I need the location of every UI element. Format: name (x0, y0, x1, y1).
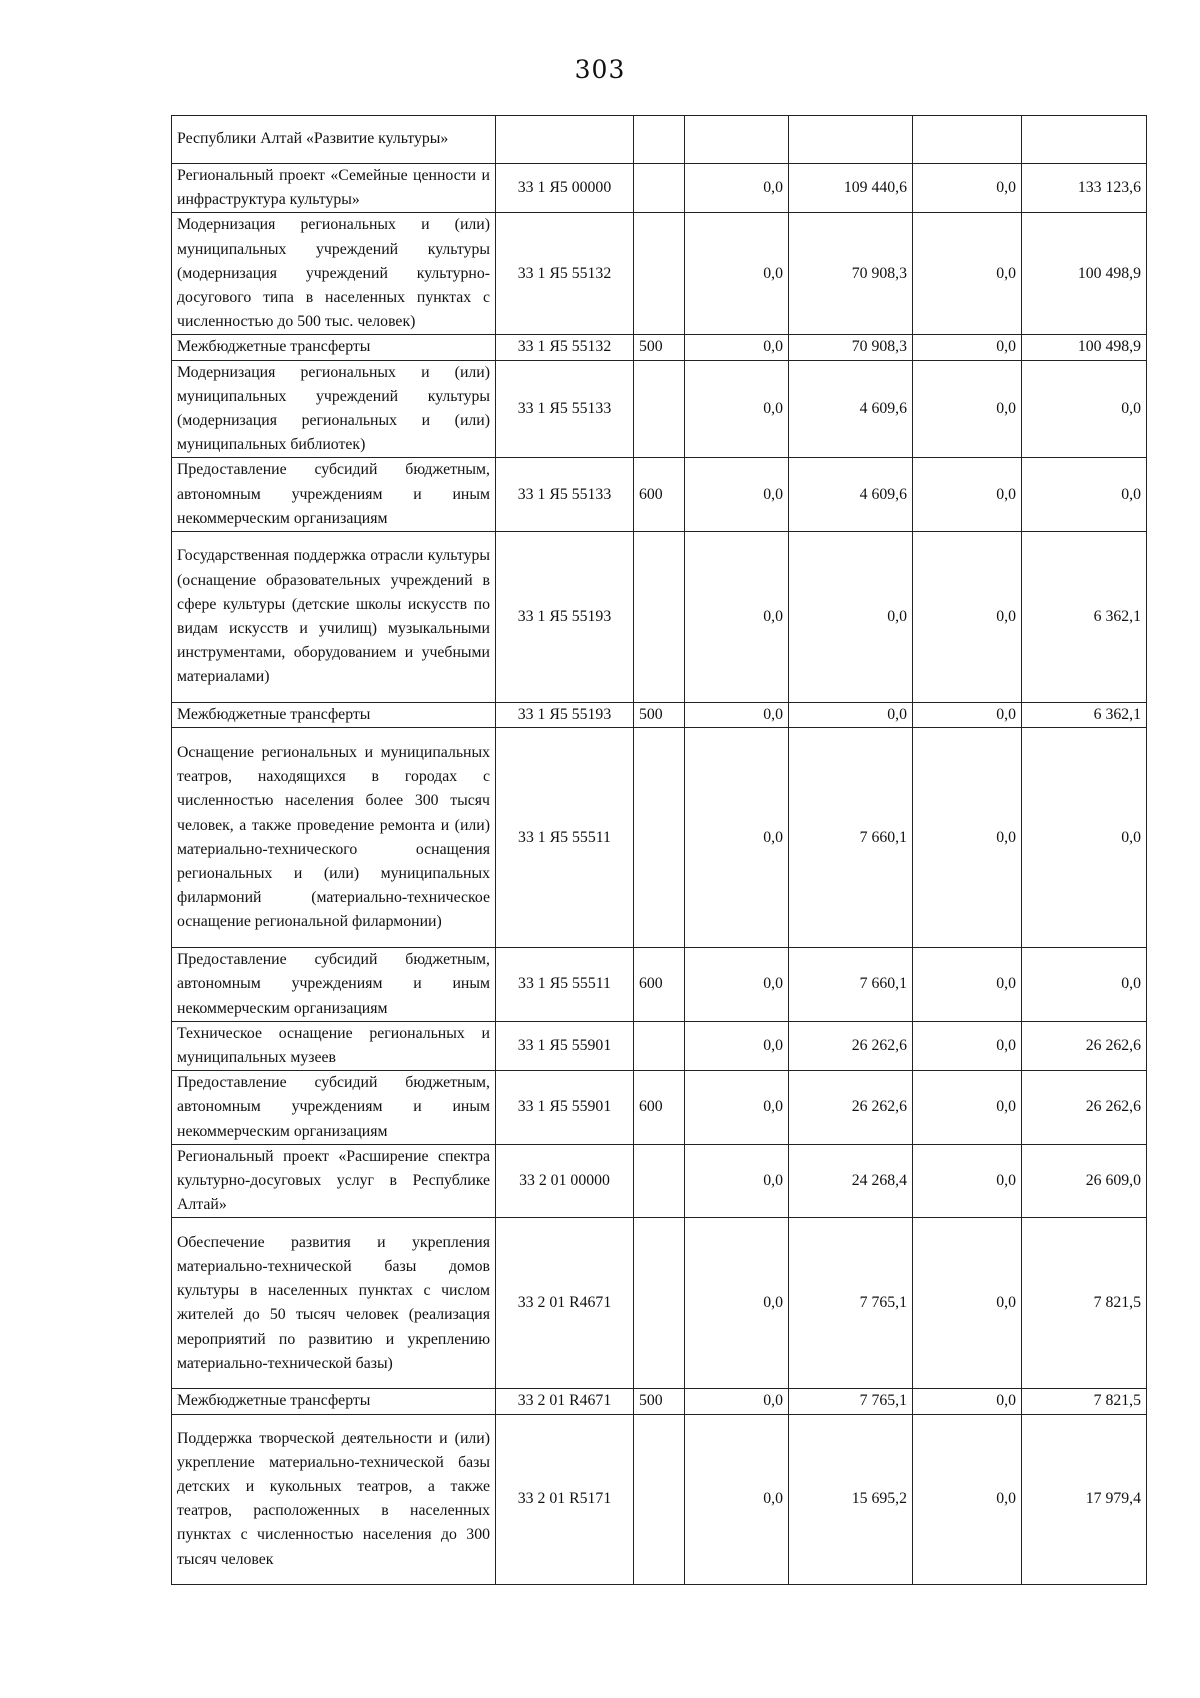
row-name: Модернизация региональных и (или) муниципальных учреждений культуры (модернизация региональных и (или) муниципальных библиотек) (172, 360, 496, 458)
row-value-2: 70 908,3 (789, 213, 913, 335)
row-name: Межбюджетные трансферты (172, 703, 496, 728)
row-value-1: 0,0 (685, 1021, 789, 1070)
row-expense-type: 600 (634, 458, 685, 532)
row-value-3 (913, 116, 1022, 164)
row-code: 33 1 Я5 00000 (496, 164, 634, 213)
row-value-4: 0,0 (1022, 728, 1147, 948)
row-value-4: 7 821,5 (1022, 1218, 1147, 1389)
row-code: 33 1 Я5 55511 (496, 728, 634, 948)
row-code: 33 2 01 R4671 (496, 1389, 634, 1414)
row-value-3: 0,0 (913, 703, 1022, 728)
row-value-3: 0,0 (913, 458, 1022, 532)
row-value-1: 0,0 (685, 1144, 789, 1218)
row-value-3: 0,0 (913, 1414, 1022, 1584)
row-name: Техническое оснащение региональных и муниципальных музеев (172, 1021, 496, 1070)
table-row (172, 360, 1147, 458)
row-value-4: 26 609,0 (1022, 1144, 1147, 1218)
row-code: 33 2 01 R4671 (496, 1218, 634, 1389)
table-row (172, 116, 1147, 164)
table-row (172, 1389, 1147, 1414)
row-name: Модернизация региональных и (или) муниципальных учреждений культуры (модернизация учреждений культурно-досугового типа в населенных пунктах с численностью до 500 тыс. человек) (172, 213, 496, 335)
table-row (172, 948, 1147, 1022)
row-value-1: 0,0 (685, 532, 789, 703)
row-value-1: 0,0 (685, 948, 789, 1022)
row-value-2: 7 660,1 (789, 948, 913, 1022)
table-body (172, 116, 1147, 1585)
row-expense-type (634, 213, 685, 335)
row-value-4: 0,0 (1022, 948, 1147, 1022)
row-value-1: 0,0 (685, 1071, 789, 1145)
row-value-2: 109 440,6 (789, 164, 913, 213)
row-value-4: 26 262,6 (1022, 1071, 1147, 1145)
row-name: Предоставление субсидий бюджетным, автономным учреждениям и иным некоммерческим организациям (172, 458, 496, 532)
row-value-3: 0,0 (913, 1071, 1022, 1145)
row-value-1: 0,0 (685, 360, 789, 458)
row-name: Региональный проект «Расширение спектра культурно-досуговых услуг в Республике Алтай» (172, 1144, 496, 1218)
row-value-2: 26 262,6 (789, 1021, 913, 1070)
row-name: Региональный проект «Семейные ценности и инфраструктура культуры» (172, 164, 496, 213)
row-code: 33 1 Я5 55133 (496, 360, 634, 458)
table-row (172, 213, 1147, 335)
row-code (496, 116, 634, 164)
page-number: 303 (574, 55, 626, 84)
row-code: 33 2 01 00000 (496, 1144, 634, 1218)
table-row (172, 703, 1147, 728)
row-code: 33 1 Я5 55193 (496, 703, 634, 728)
row-name: Межбюджетные трансферты (172, 1389, 496, 1414)
row-value-1: 0,0 (685, 458, 789, 532)
table-row (172, 728, 1147, 948)
table-row (172, 1071, 1147, 1145)
row-value-1: 0,0 (685, 1389, 789, 1414)
row-expense-type: 500 (634, 1389, 685, 1414)
row-name: Республики Алтай «Развитие культуры» (172, 116, 496, 164)
row-value-2: 7 660,1 (789, 728, 913, 948)
row-value-3: 0,0 (913, 360, 1022, 458)
row-expense-type (634, 164, 685, 213)
table-row (172, 1144, 1147, 1218)
table-row (172, 1021, 1147, 1070)
row-value-1 (685, 116, 789, 164)
row-value-3: 0,0 (913, 948, 1022, 1022)
row-value-2: 0,0 (789, 703, 913, 728)
row-expense-type (634, 1218, 685, 1389)
row-value-3: 0,0 (913, 728, 1022, 948)
row-expense-type: 600 (634, 948, 685, 1022)
row-name: Государственная поддержка отрасли культуры (оснащение образовательных учреждений в сфере культуры (детские школы искусств по видам искусств и училищ) музыкальными инструментами, оборудованием и учебными материалами) (172, 532, 496, 703)
row-name: Поддержка творческой деятельности и (или) укрепление материально-технической базы детских и кукольных театров, а также театров, расположенных в населенных пунктах с численностью населения до 300 тысяч человек (172, 1414, 496, 1584)
row-value-3: 0,0 (913, 1389, 1022, 1414)
row-value-4: 100 498,9 (1022, 335, 1147, 360)
row-code: 33 1 Я5 55132 (496, 335, 634, 360)
row-name: Межбюджетные трансферты (172, 335, 496, 360)
row-expense-type (634, 532, 685, 703)
table-row (172, 532, 1147, 703)
table-row (172, 1414, 1147, 1584)
row-expense-type (634, 1021, 685, 1070)
table-row (172, 335, 1147, 360)
row-expense-type: 500 (634, 335, 685, 360)
row-value-3: 0,0 (913, 1021, 1022, 1070)
row-value-4: 133 123,6 (1022, 164, 1147, 213)
row-code: 33 1 Я5 55901 (496, 1021, 634, 1070)
table-row (172, 1218, 1147, 1389)
row-value-1: 0,0 (685, 728, 789, 948)
row-code: 33 1 Я5 55132 (496, 213, 634, 335)
row-value-2: 4 609,6 (789, 360, 913, 458)
row-value-2: 26 262,6 (789, 1071, 913, 1145)
row-value-3: 0,0 (913, 1218, 1022, 1389)
row-name: Оснащение региональных и муниципальных театров, находящихся в городах с численностью населения более 300 тысяч человек, а также проведение ремонта и (или) материально-технического оснащения региональных и (или) муниципальных филармоний (материально-техническое оснащение региональной филармонии) (172, 728, 496, 948)
row-code: 33 1 Я5 55511 (496, 948, 634, 1022)
row-value-4: 7 821,5 (1022, 1389, 1147, 1414)
row-value-4: 0,0 (1022, 360, 1147, 458)
row-expense-type (634, 728, 685, 948)
row-value-2: 0,0 (789, 532, 913, 703)
row-value-2: 24 268,4 (789, 1144, 913, 1218)
row-value-2: 70 908,3 (789, 335, 913, 360)
row-value-3: 0,0 (913, 335, 1022, 360)
table-row (172, 458, 1147, 532)
row-expense-type (634, 360, 685, 458)
row-name: Обеспечение развития и укрепления материально-технической базы домов культуры в населенных пунктах с числом жителей до 50 тысяч человек (реализация мероприятий по развитию и укреплению материально-технической базы) (172, 1218, 496, 1389)
row-expense-type (634, 116, 685, 164)
row-value-4: 26 262,6 (1022, 1021, 1147, 1070)
row-value-4 (1022, 116, 1147, 164)
row-value-2: 15 695,2 (789, 1414, 913, 1584)
row-value-2: 4 609,6 (789, 458, 913, 532)
row-value-2: 7 765,1 (789, 1218, 913, 1389)
row-value-1: 0,0 (685, 703, 789, 728)
row-value-1: 0,0 (685, 1218, 789, 1389)
row-name: Предоставление субсидий бюджетным, автономным учреждениям и иным некоммерческим организациям (172, 948, 496, 1022)
row-value-3: 0,0 (913, 164, 1022, 213)
row-value-4: 6 362,1 (1022, 703, 1147, 728)
row-code: 33 1 Я5 55193 (496, 532, 634, 703)
budget-table (171, 115, 1147, 1585)
row-code: 33 1 Я5 55133 (496, 458, 634, 532)
row-code: 33 1 Я5 55901 (496, 1071, 634, 1145)
row-value-2: 7 765,1 (789, 1389, 913, 1414)
row-value-4: 17 979,4 (1022, 1414, 1147, 1584)
row-value-1: 0,0 (685, 1414, 789, 1584)
row-value-2 (789, 116, 913, 164)
row-value-3: 0,0 (913, 532, 1022, 703)
row-value-1: 0,0 (685, 335, 789, 360)
row-value-3: 0,0 (913, 1144, 1022, 1218)
table-row (172, 164, 1147, 213)
row-code: 33 2 01 R5171 (496, 1414, 634, 1584)
row-expense-type: 600 (634, 1071, 685, 1145)
row-expense-type: 500 (634, 703, 685, 728)
row-value-4: 100 498,9 (1022, 213, 1147, 335)
row-value-3: 0,0 (913, 213, 1022, 335)
row-value-4: 6 362,1 (1022, 532, 1147, 703)
row-expense-type (634, 1414, 685, 1584)
row-value-1: 0,0 (685, 213, 789, 335)
row-value-1: 0,0 (685, 164, 789, 213)
row-name: Предоставление субсидий бюджетным, автономным учреждениям и иным некоммерческим организациям (172, 1071, 496, 1145)
row-value-4: 0,0 (1022, 458, 1147, 532)
row-expense-type (634, 1144, 685, 1218)
